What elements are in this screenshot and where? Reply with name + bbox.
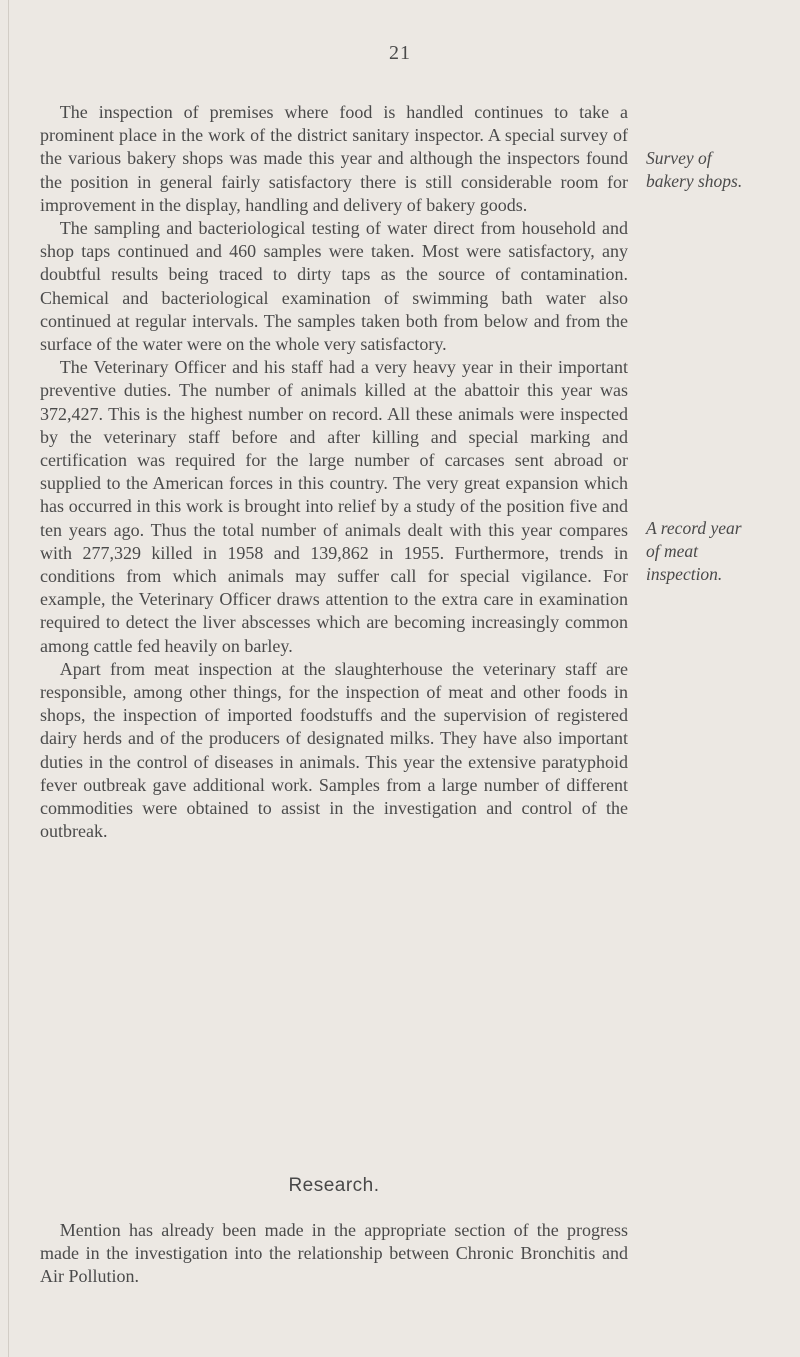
page-gutter-line <box>8 0 9 1357</box>
paragraph-veterinary-duties: Apart from meat inspection at the slaughterhouse the veterinary staff are responsible, among other things, for the inspection of meat and other foods in shops, the inspection of imported foodstuffs and the supervision of registered dairy herds and of the producers of designated milks. They have also important duties in the control of diseases in animals. This year the extensive paratyphoid fever outbreak gave additional work. Samples from a large number of different commodities were obtained to assist in the investigation and control of the outbreak. <box>40 658 628 842</box>
paragraph-veterinary-officer: The Veterinary Officer and his staff had a very heavy year in their important preventive duties. The number of animals killed at the abattoir this year was 372,427. This is the highest number on record. All these animals were inspected by the veterinary staff before and after killing and special marking and certification was required for the large number of carcases sent abroad or supplied to the American forces in this country. The very great expansion which has occurred in this work is brought into relief by a study of the position five and ten years ago. Thus the total number of animals dealt with this year compares with 277,329 killed in 1958 and 139,862 in 1955. Furthermore, trends in conditions from which animals may suffer call for special vigilance. For example, the Veterinary Officer draws attention to the extra care in examination required to detect the liver abscesses which are becoming increasingly common among cattle fed heavily on barley. <box>40 357 628 656</box>
margin-note-line: bakery shops. <box>646 171 743 192</box>
paragraph-research: Mention has already been made in the appropriate section of the progress made in the investigation into the relationship between Chronic Bronchitis and Air Pollution. <box>40 1220 628 1287</box>
margin-note-line: Survey of <box>646 148 712 168</box>
page-number: 21 <box>389 42 411 64</box>
paragraph-water-sampling: The sampling and bacteriological testing of water direct from household and shop taps continued and 460 samples were taken. Most were satisfactory, any doubtful results being traced to dirty taps as the source of contamination. Chemical and bacteriological examination of swimming bath water also continued at regular intervals. The samples taken both from below and from the surface of the water were on the whole very satisfactory. <box>40 218 628 355</box>
research-heading: Research. <box>288 1175 380 1196</box>
margin-note-bakery-survey <box>646 147 796 193</box>
paragraph-food-inspection: The inspection of premises where food is handled continues to take a prominent place in the work of the district sanitary inspector. A special survey of the various bakery shops was made this year and although the inspectors found the position in general fairly satisfactory there is still considerable room for improvement in the display, handling and delivery of bakery goods. <box>40 102 628 215</box>
margin-note-meat-inspection <box>646 517 796 587</box>
main-body-text <box>40 101 628 844</box>
margin-note-line: of meat <box>646 541 699 562</box>
research-section <box>40 1219 628 1289</box>
margin-note-line: inspection. <box>646 564 723 585</box>
margin-note-line: A record year <box>646 518 742 538</box>
